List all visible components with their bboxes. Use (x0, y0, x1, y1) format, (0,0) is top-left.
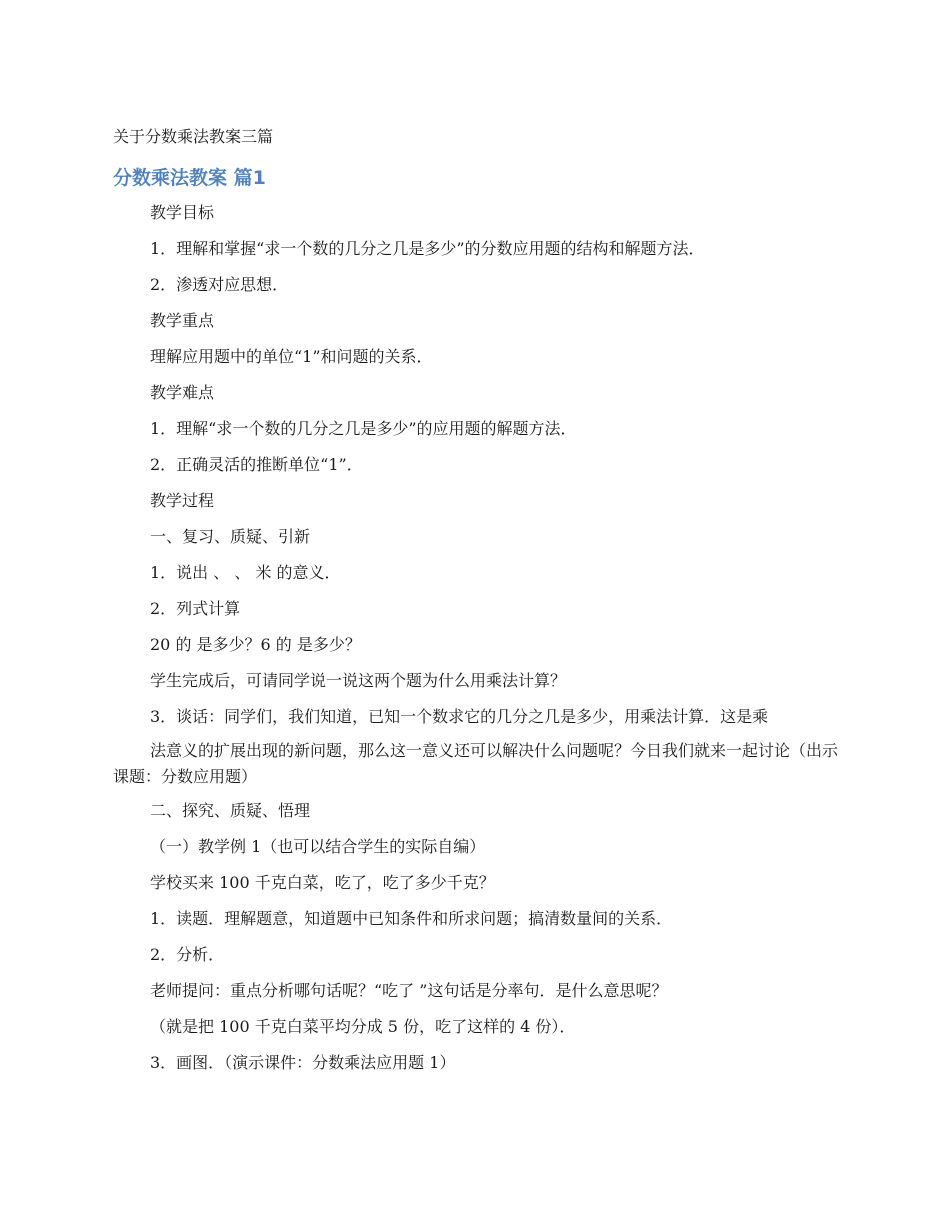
paragraph: 教学目标 (150, 203, 215, 222)
document-body (113, 200, 840, 1086)
paragraph: 学生完成后，可请同学说一说这两个题为什么用乘法计算？ (150, 671, 567, 690)
paragraph: 2．分析． (150, 945, 225, 964)
paragraph: 学校买来 100 千克白菜，吃了，吃了多少千克？ (150, 873, 495, 892)
paragraph: 二、探究、质疑、悟理 (150, 801, 311, 820)
paragraph: 3．谈话：同学们，我们知道，已知一个数求它的几分之几是多少，用乘法计算．这是乘 (150, 707, 769, 726)
paragraph: （就是把 100 千克白菜平均分成 5 份，吃了这样的 4 份）． (150, 1017, 576, 1036)
paragraph: 1．理解和掌握“求一个数的几分之几是多少”的分数应用题的结构和解题方法． (150, 239, 705, 258)
paragraph: 2．渗透对应思想． (150, 275, 289, 294)
paragraph: （一）教学例 1（也可以结合学生的实际自编） (150, 837, 486, 856)
paragraph: 教学过程 (150, 491, 215, 510)
paragraph: 2．列式计算 (150, 599, 241, 618)
paragraph: 2．正确灵活的推断单位“1”． (150, 455, 363, 474)
paragraph: 教学难点 (150, 383, 215, 402)
paragraph: 理解应用题中的单位“1”和问题的关系． (150, 347, 433, 366)
document-title: 关于分数乘法教案三篇 (113, 127, 274, 146)
section-heading: 分数乘法教案 篇1 (113, 167, 266, 189)
paragraph: 1．读题．理解题意，知道题中已知条件和所求问题；搞清数量间的关系． (150, 909, 673, 928)
paragraph: 老师提问：重点分析哪句话呢？“吃了 ”这句话是分率句．是什么意思呢？ (150, 981, 668, 1000)
paragraph: 1．理解“求一个数的几分之几是多少”的应用题的解题方法． (150, 419, 577, 438)
paragraph: 3．画图．（演示课件：分数乘法应用题 1） (150, 1053, 456, 1072)
paragraph: 20 的 是多少？6 的 是多少？ (150, 635, 361, 654)
paragraph: 1．说出 、 、 米 的意义． (150, 563, 341, 582)
paragraph: 教学重点 (150, 311, 215, 330)
paragraph: 法意义的扩展出现的新问题，那么这一意义还可以解决什么问题呢？今日我们就来一起讨论（出示课题：分数应用题） (113, 741, 839, 786)
paragraph: 一、复习、质疑、引新 (150, 527, 311, 546)
